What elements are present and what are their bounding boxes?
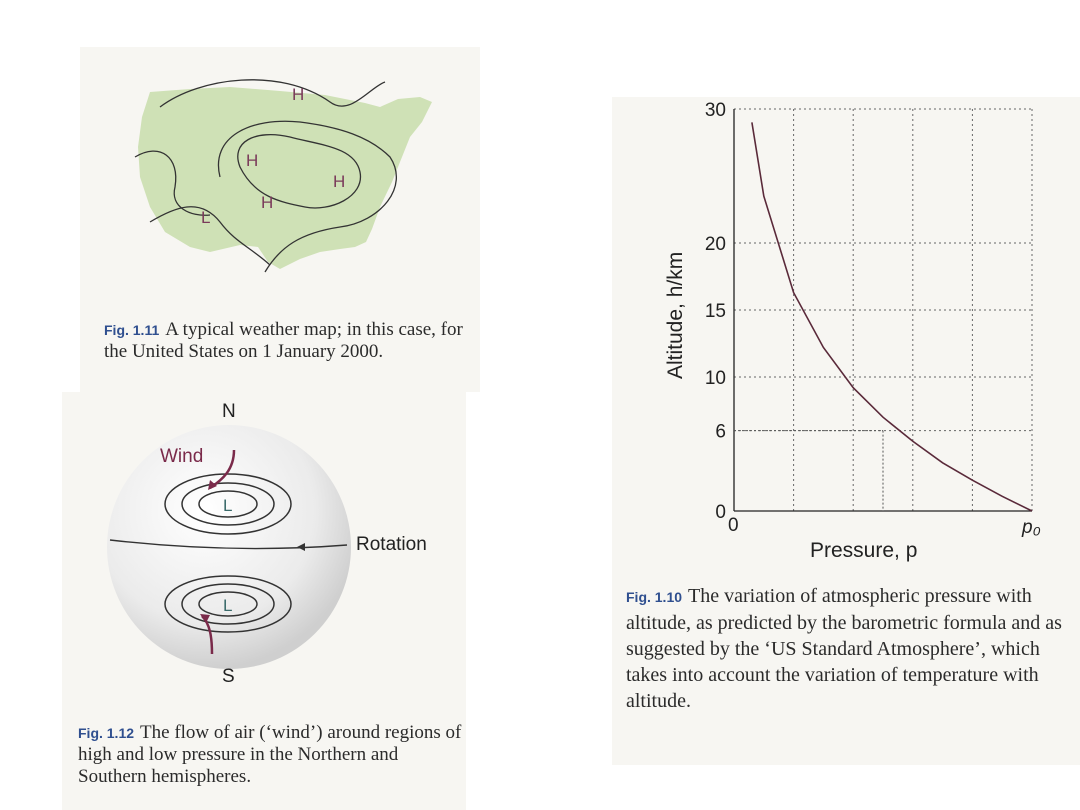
low-label-north: L xyxy=(223,496,233,515)
globe-diagram xyxy=(62,392,466,692)
x-axis-label: Pressure, p xyxy=(810,539,918,562)
y-tick-label: 0 xyxy=(715,502,726,523)
fig-1-11-text: A typical weather map; in this case, for the United States on 1 January 2000. xyxy=(104,319,463,362)
fig-1-11-caption xyxy=(104,319,474,363)
fig-1-10-number: Fig. 1.10 xyxy=(626,589,683,605)
low-label-south: L xyxy=(223,596,233,615)
fig-1-12-text: The flow of air (‘wind’) around regions of high and low pressure in the Northern and Southern hemispheres. xyxy=(78,722,462,787)
pressure-chart-panel xyxy=(612,97,1080,765)
wind-label: Wind xyxy=(160,446,204,467)
x-tick-p0: p₀ xyxy=(1022,517,1041,538)
us-map-landmass xyxy=(138,87,432,269)
y-tick-label: 20 xyxy=(704,234,726,255)
y-axis-label: Altitude, h/km xyxy=(664,251,687,379)
weather-map xyxy=(80,47,480,297)
high-label-2: H xyxy=(246,151,259,170)
fig-1-12-number: Fig. 1.12 xyxy=(78,725,135,741)
pressure-altitude-chart xyxy=(612,97,1080,567)
fig-1-10-text: The variation of atmospheric pressure with altitude, as predicted by the barometric formula and as suggested by the ‘US Standard Atmosphere’, which takes into account the variation of temperature with altitude. xyxy=(626,585,1062,712)
high-label-4: H xyxy=(261,193,274,212)
north-label: N xyxy=(222,401,236,422)
fig-1-12-caption xyxy=(78,722,463,788)
fig-1-11-number: Fig. 1.11 xyxy=(104,322,160,338)
rotation-label: Rotation xyxy=(356,534,427,555)
y-tick-label: 15 xyxy=(704,301,726,322)
weather-map-panel xyxy=(80,47,480,392)
y-tick-label: 10 xyxy=(704,368,726,389)
y-tick-label: 6 xyxy=(715,421,726,443)
fig-1-10-caption xyxy=(626,583,1066,714)
x-tick-zero: 0 xyxy=(728,515,739,536)
high-label-3: H xyxy=(333,172,346,191)
low-label: L xyxy=(201,208,211,227)
high-label-1: H xyxy=(292,85,305,104)
south-label: S xyxy=(222,666,235,687)
y-tick-label: 30 xyxy=(704,100,726,121)
globe-panel xyxy=(62,392,466,810)
